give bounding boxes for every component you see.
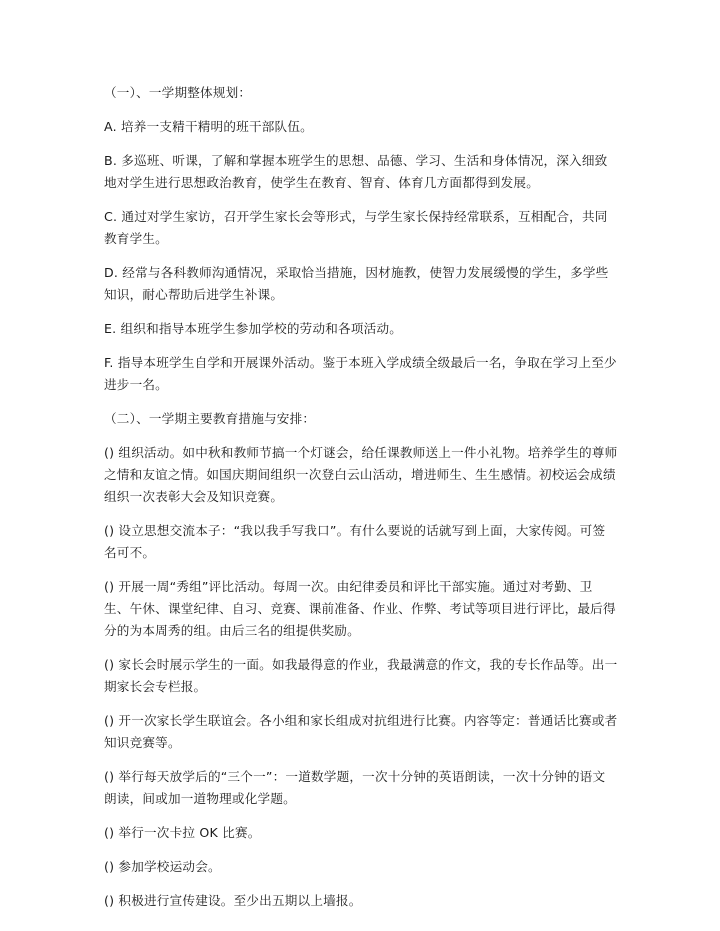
measure-item-4: () 家长会时展示学生的一面。如我最得意的作业，我最满意的作文，我的专长作品等。出一期家长会专栏报。 [104, 657, 618, 694]
measure-item-1: () 组织活动。如中秋和教师节搞一个灯谜会，给任课教师送上一件小礼物。培养学生的尊师之情和友谊之情。如国庆期间组织一次登白云山活动，增进师生、生生感情。初校运会成绩组织一次表彰大会及知识竞赛。 [104, 445, 618, 504]
section1-heading: （一）、一学期整体规划： [104, 85, 252, 100]
measure-item-8: () 参加学校运动会。 [104, 859, 221, 874]
plan-item-a: A. 培养一支精干精明的班干部队伍。 [104, 119, 313, 134]
document-page [104, 82, 618, 924]
plan-item-e: E. 组织和指导本班学生参加学校的劳动和各项活动。 [104, 321, 403, 336]
measure-item-3: () 开展一周“秀组”评比活动。每周一次。由纪律委员和评比干部实施。通过对考勤、卫生、午休、课堂纪律、自习、竞赛、课前准备、作业、作弊、考试等项目进行评比，最后得分的为本周秀的组。由后三名的组提供奖励。 [104, 579, 616, 638]
plan-item-b: B. 多巡班、听课，了解和掌握本班学生的思想、品德、学习、生活和身体情况，深入细致地对学生进行思想政治教育，使学生在教育、智育、体育几方面都得到发展。 [104, 153, 608, 190]
measure-item-5: () 开一次家长学生联谊会。各小组和家长组成对抗组进行比赛。内容等定：普通话比赛或者知识竞赛等。 [104, 713, 618, 750]
plan-item-c: C. 通过对学生家访，召开学生家长会等形式，与学生家长保持经常联系，互相配合，共同教育学生。 [104, 209, 608, 246]
plan-item-d: D. 经常与各科教师沟通情况，采取恰当措施，因材施教，使智力发展缓慢的学生，多学些知识，耐心帮助后进学生补课。 [104, 265, 609, 302]
measure-item-6: () 举行每天放学后的“三个一”：一道数学题，一次十分钟的英语朗读，一次十分钟的语文朗读，间或加一道物理或化学题。 [104, 769, 606, 806]
section2-heading: （二）、一学期主要教育措施与安排： [104, 411, 316, 426]
plan-item-f: F. 指导本班学生自学和开展课外活动。鉴于本班入学成绩全级最后一名，争取在学习上至少进步一名。 [104, 355, 617, 392]
measure-item-9: () 积极进行宣传建设。至少出五期以上墙报。 [104, 893, 362, 908]
measure-item-7: () 举行一次卡拉 OK 比赛。 [104, 825, 261, 840]
measure-item-2: () 设立思想交流本子：“我以我手写我口”。有什么要说的话就写到上面，大家传阅。可签名可不。 [104, 523, 606, 560]
